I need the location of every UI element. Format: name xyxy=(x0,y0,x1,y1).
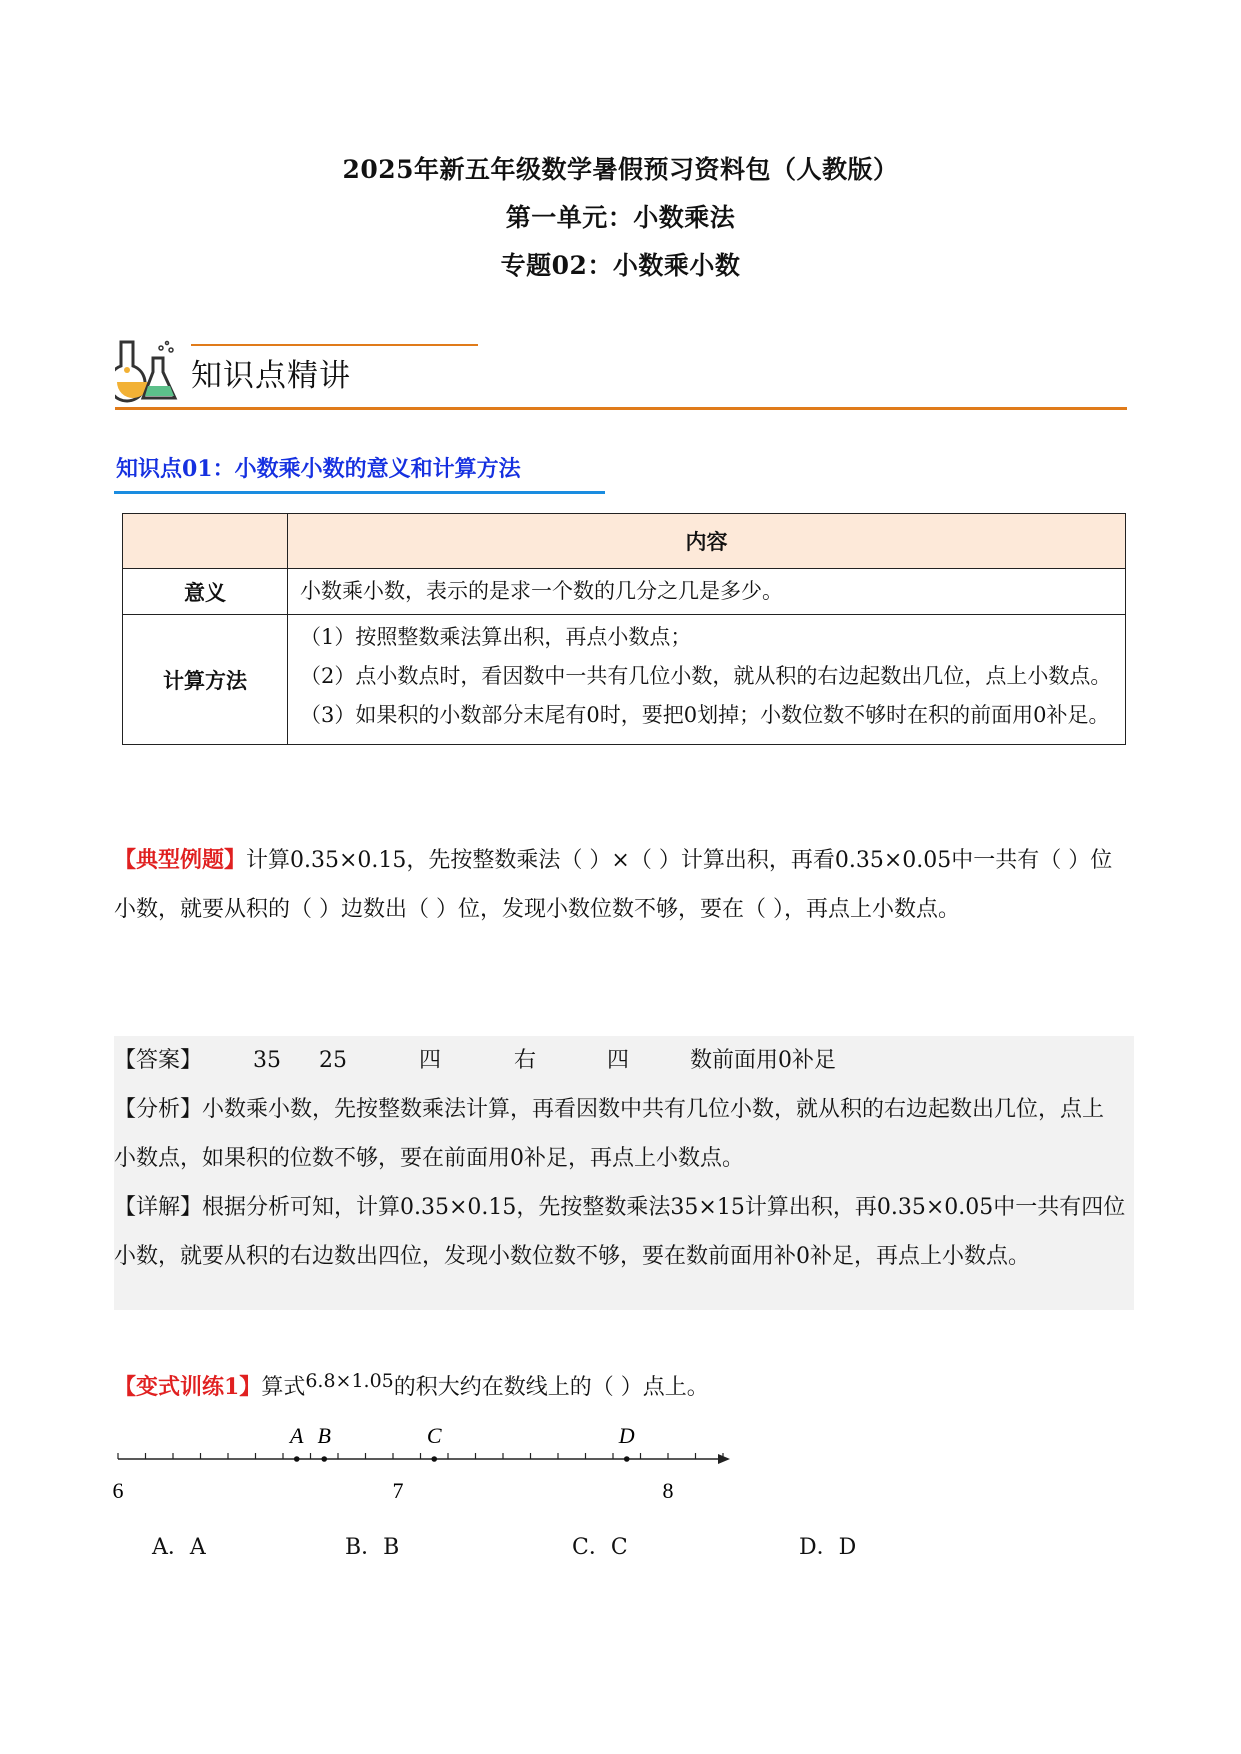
number-line-ticks xyxy=(118,1453,723,1459)
detail-tag: 【详解】 xyxy=(114,1195,203,1220)
content-line: 小数乘小数，表示的是求一个数的几分之几是多少。 xyxy=(300,579,783,603)
table-header-row xyxy=(123,514,1126,569)
tick-label: 8 xyxy=(662,1478,674,1500)
exercise-tag: 【变式训练1】 xyxy=(114,1374,262,1400)
number-line-arrow xyxy=(718,1454,730,1464)
topic-title: 专题02：小数乘小数 xyxy=(500,251,741,280)
number-line-point xyxy=(431,1456,437,1462)
row-label: 意义 xyxy=(123,569,288,615)
row-content xyxy=(288,615,1126,745)
point-label: C xyxy=(426,1423,442,1448)
exercise-question xyxy=(114,1363,1126,1413)
tick-label: 6 xyxy=(112,1478,124,1500)
option-d[interactable]: D．D xyxy=(799,1535,857,1560)
exercise-expression: 6.8×1.05 xyxy=(305,1370,394,1392)
example-question xyxy=(114,836,1126,934)
detail-text: 根据分析可知，计算0.35×0.15，先按整数乘法35×15计算出积，再0.35×0.05中一共有四位小数，就要从积的右边数出四位，发现小数位数不够，要在数前面用补0补足，再点上小数点。 xyxy=(114,1195,1126,1269)
point-label: A xyxy=(290,1423,304,1448)
analysis-text: 小数乘小数，先按整数乘法计算，再看因数中共有几位小数，就从积的右边起数出几位，点上小数点，如果积的位数不够，要在前面用0补足，再点上小数点。 xyxy=(114,1097,1105,1171)
point-label: B xyxy=(317,1423,331,1448)
answer-box xyxy=(114,1036,1134,1310)
answer-value: 35 xyxy=(253,1048,282,1073)
content-line: （2）点小数点时，看因数中一共有几位小数，就从积的右边起数出几位，点上小数点。 xyxy=(300,664,1112,688)
answer-value: 四 xyxy=(419,1048,442,1073)
number-line-point xyxy=(294,1456,300,1462)
answer-value: 四 xyxy=(607,1048,630,1073)
exercise-text-before: 算式 xyxy=(261,1375,306,1400)
section-header xyxy=(115,338,1127,410)
unit-title: 第一单元：小数乘法 xyxy=(505,203,736,232)
number-line-points xyxy=(288,1423,635,1462)
section-underline xyxy=(115,407,1127,410)
header-content-cell: 内容 xyxy=(288,514,1126,569)
row-label: 计算方法 xyxy=(123,615,288,745)
section-title: 知识点精讲 xyxy=(191,358,351,394)
option-b[interactable]: B．B xyxy=(345,1535,400,1560)
analysis-paragraph xyxy=(114,1085,1126,1183)
header-label-cell xyxy=(123,514,288,569)
knowledge-table xyxy=(122,513,1126,745)
number-line-point xyxy=(321,1456,327,1462)
answer-value: 右 xyxy=(514,1048,537,1073)
example-tag: 【典型例题】 xyxy=(114,847,247,873)
document-titles xyxy=(0,146,1241,290)
knowledge-point-title: 知识点01：小数乘小数的意义和计算方法 xyxy=(116,456,521,482)
answer-value: 数前面用0补足 xyxy=(690,1048,837,1073)
content-line: （1）按照整数乘法算出积，再点小数点； xyxy=(300,625,692,649)
exercise-text-after: 的积大约在数线上的（ ）点上。 xyxy=(393,1375,709,1400)
main-title: 2025年新五年级数学暑假预习资料包（人教版） xyxy=(342,155,899,184)
row-content xyxy=(288,569,1126,615)
example-text: 计算0.35×0.15，先按整数乘法（ ）×（ ）计算出积，再看0.35×0.05中一共有（ ）位小数，就要从积的（ ）边数出（ ）位，发现小数位数不够，要在（ ），再点上小数点。 xyxy=(114,848,1113,922)
knowledge-point-underline xyxy=(114,491,605,494)
analysis-tag: 【分析】 xyxy=(114,1097,203,1122)
answer-line xyxy=(114,1036,1126,1085)
answer-value: 25 xyxy=(319,1048,348,1073)
option-a[interactable]: A．A xyxy=(152,1535,206,1560)
answer-options xyxy=(152,1530,856,1561)
table-row xyxy=(123,615,1126,745)
point-label: D xyxy=(618,1423,635,1448)
detail-paragraph xyxy=(114,1183,1126,1281)
content-line: （3）如果积的小数部分末尾有0时，要把0划掉；小数位数不够时在积的前面用0补足。 xyxy=(300,703,1110,727)
header-top-line xyxy=(191,344,478,346)
number-line xyxy=(100,1410,750,1500)
number-line-point xyxy=(624,1456,630,1462)
chemistry-flask-icon xyxy=(115,338,185,404)
table-row xyxy=(123,569,1126,615)
answer-tag: 【答案】 xyxy=(114,1048,203,1073)
option-c[interactable]: C．C xyxy=(572,1535,628,1560)
tick-label: 7 xyxy=(392,1478,404,1500)
